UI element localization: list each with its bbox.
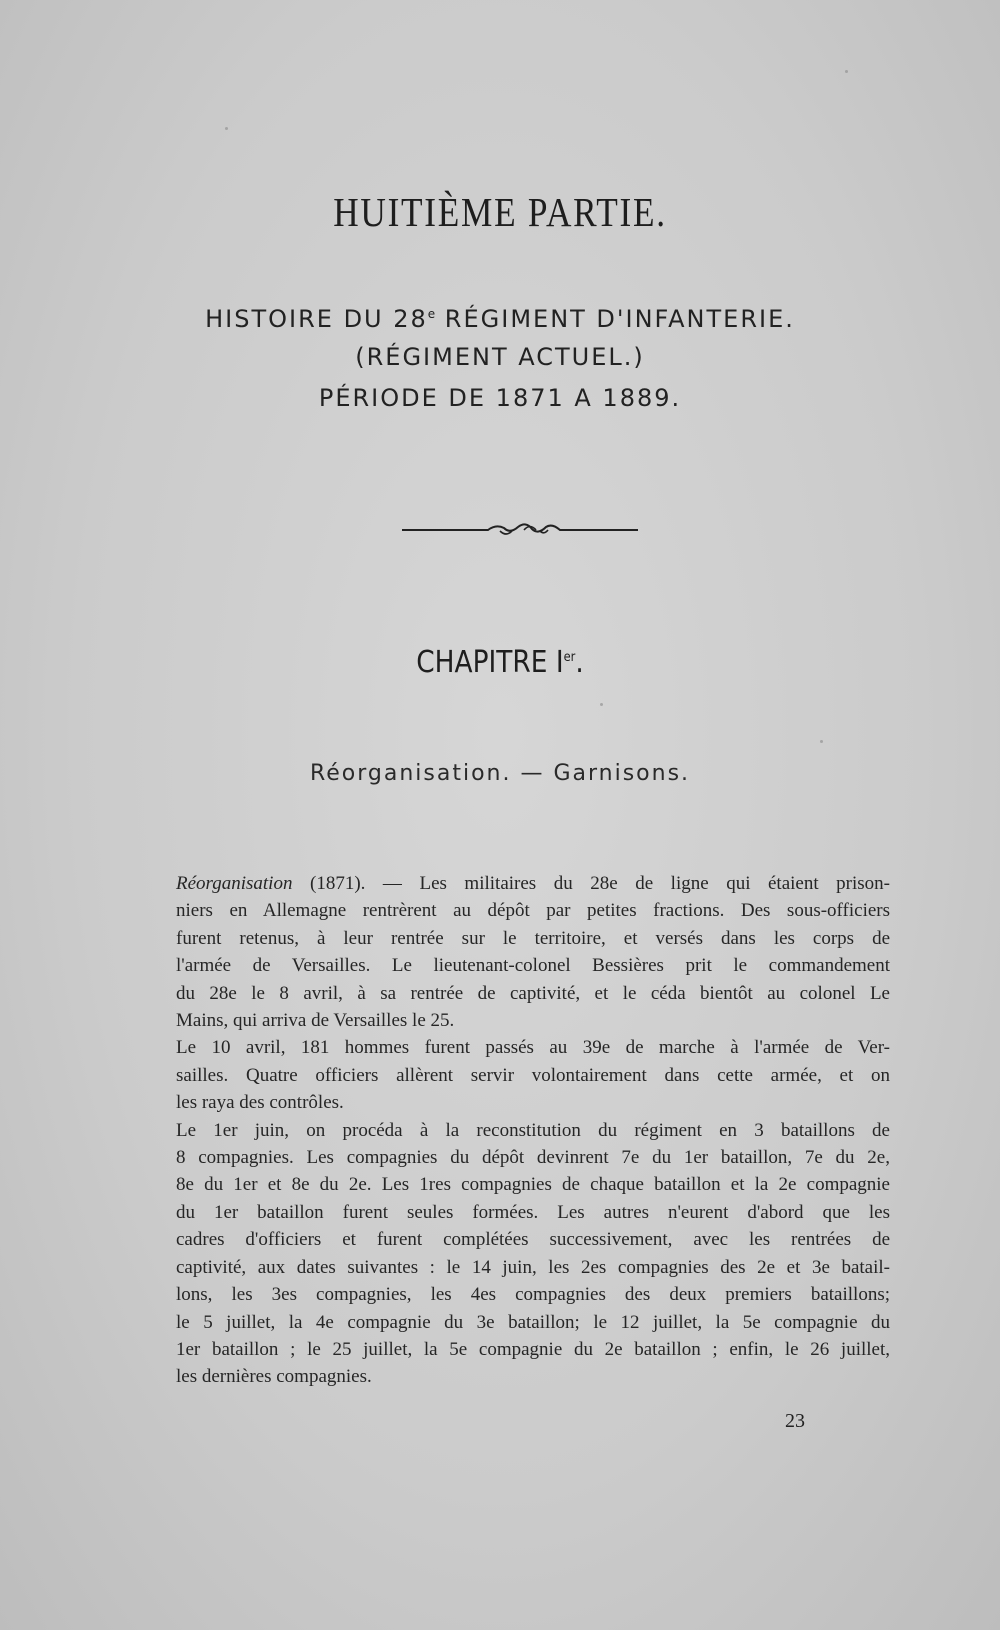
paper-speck [600,703,603,706]
text-line: l'armée de Versailles. Le lieutenant-colonel Bessières prit le commandement [176,955,890,977]
text-line: captivité, aux dates suivantes : le 14 juin, les 2es compagnies des 2e et 3e batail- [176,1256,890,1278]
text-line: du 28e le 8 avril, à sa rentrée de captivité, et le céda bientôt au colonel Le [176,982,890,1004]
body-text [150,870,890,1391]
page-number: 23 [785,1410,805,1432]
paper-speck [845,70,848,73]
subtitle-line-1-text: HISTOIRE DU 28 [205,305,428,333]
text-line: niers en Allemagne rentrèrent au dépôt par petites fractions. Des sous-officiers [176,900,890,922]
text-line: les dernières compagnies. [176,1366,372,1388]
text-line: le 5 juillet, la 4e compagnie du 3e bataillon; le 12 juillet, la 5e compagnie du [176,1311,890,1333]
text-line: du 1er bataillon furent seules formées. Les autres n'eurent d'abord que les [176,1201,890,1223]
text-line: cadres d'officiers et furent complétées successivement, avec les rentrées de [176,1229,890,1251]
text-line: Mains, qui arriva de Versailles le 25. [176,1010,455,1032]
paragraph-2 [150,1034,890,1116]
text-line: 8 compagnies. Les compagnies du dépôt devinrent 7e du 1er bataillon, 7e du 2e, [176,1147,890,1169]
text-line [150,870,890,897]
subtitle-sup: e [427,307,436,321]
subtitle-line-2: (RÉGIMENT ACTUEL.) [355,343,645,371]
subtitle-line-1-rest: RÉGIMENT D'INFANTERIE. [435,305,795,333]
chapter-sup: er [563,650,576,665]
paper-speck [820,740,823,743]
section-title: Réorganisation. — Garnisons. [309,761,691,786]
text-line: 1er bataillon ; le 25 juillet, la 5e compagnie du 2e bataillon ; enfin, le 26 juillet, [176,1338,890,1360]
paper-speck [225,127,228,130]
text-line: Le 10 avril, 181 hommes furent passés au 39e de marche à l'armée de Ver- [176,1037,890,1059]
subtitle-line-1 [0,305,1000,333]
chapter-label: CHAPITRE I [416,645,564,680]
chapter-heading [60,645,940,680]
chapter-dot: . [575,645,584,680]
text-line: 8e du 1er et 8e du 2e. Les 1res compagnies de chaque bataillon et la 2e compagnie [176,1174,890,1196]
paragraph-1 [150,870,890,1034]
text-line: les raya des contrôles. [176,1092,344,1114]
text-line: furent retenus, à leur rentrée sur le territoire, et versés dans les corps de [176,927,890,949]
text-line: lons, les 3es compagnies, les 4es compagnies des deux premiers bataillons; [176,1284,890,1306]
ornament-divider [400,518,640,542]
paragraph-3 [150,1117,890,1391]
part-title: HUITIÈME PARTIE. [333,189,667,235]
text-line: sailles. Quatre officiers allèrent servir volontairement dans cette armée, et on [176,1064,890,1086]
text-line-content: (1871). — Les militaires du 28e de ligne qui étaient prison- [292,873,890,894]
paragraph-lead: Réorganisation [176,873,293,894]
subtitle-line-3: PÉRIODE DE 1871 A 1889. [318,384,682,412]
text-line: Le 1er juin, on procéda à la reconstitution du régiment en 3 bataillons de [176,1119,890,1141]
